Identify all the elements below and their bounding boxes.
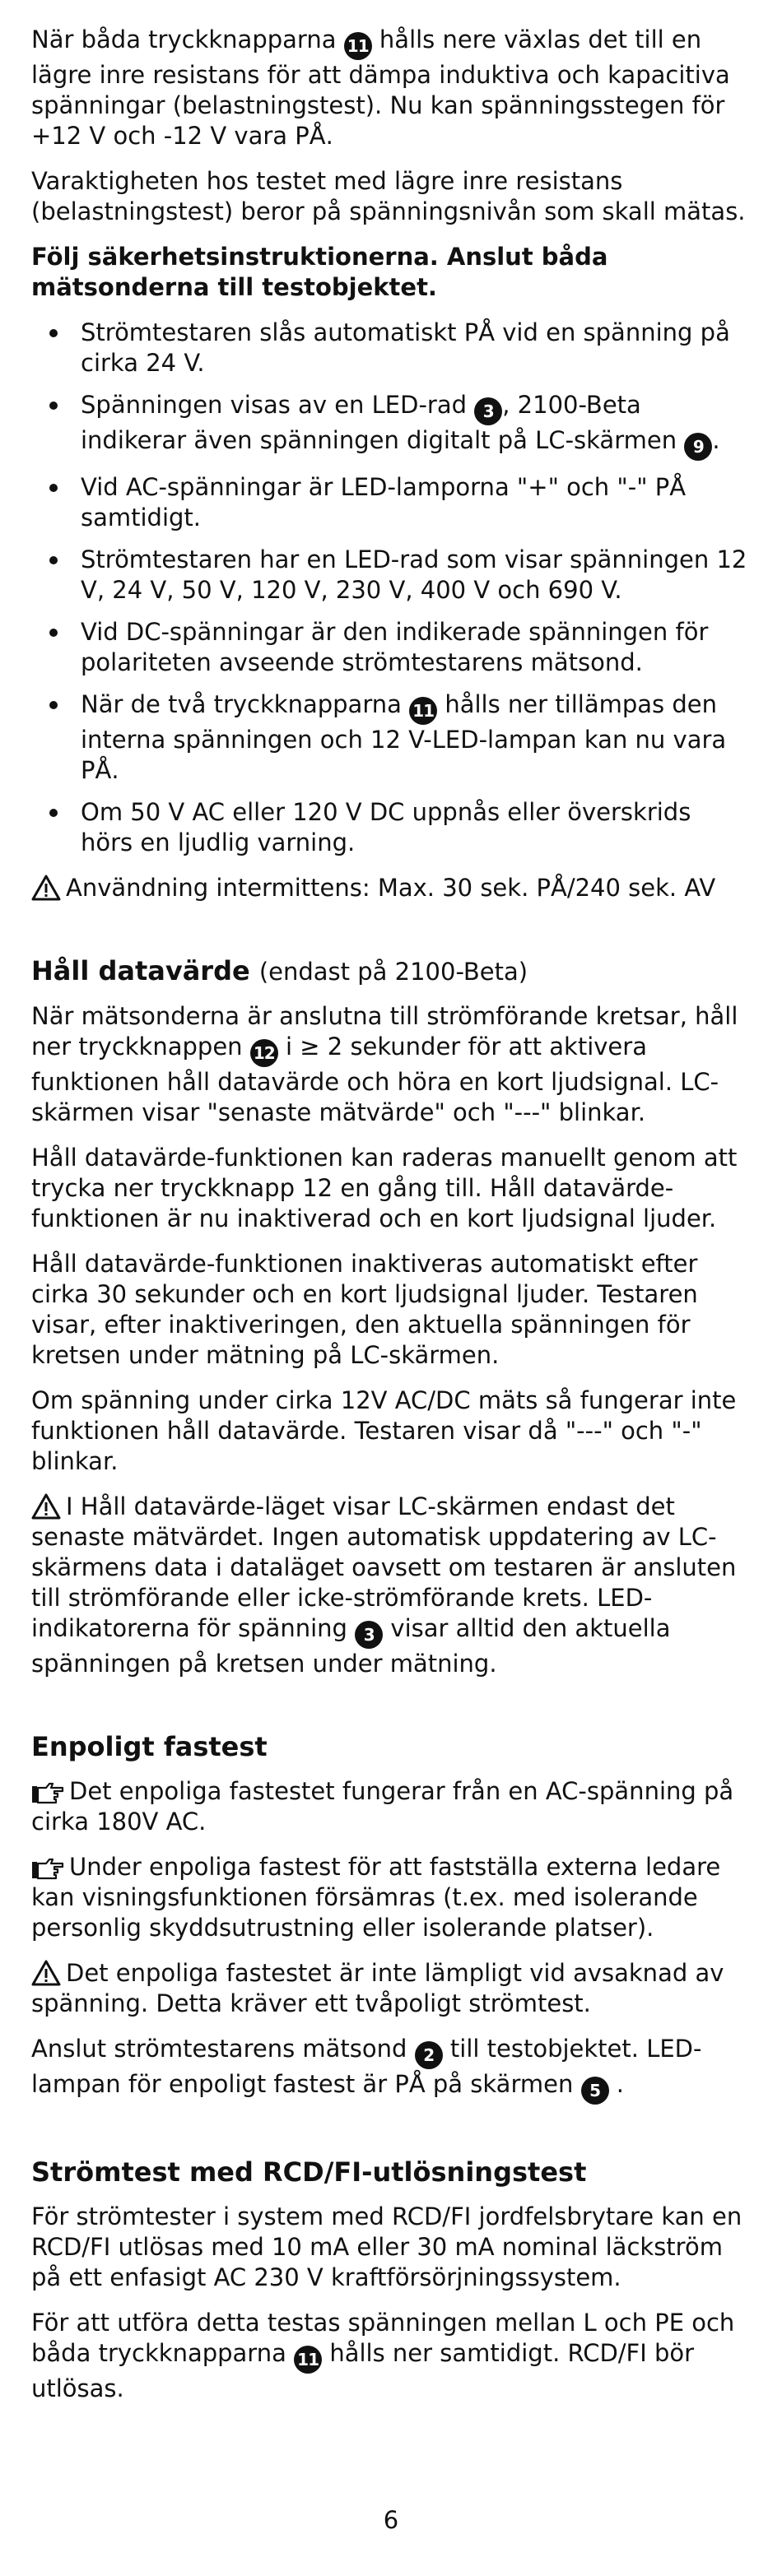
manual-page xyxy=(31,25,747,2419)
list-item: Strömtestaren har en LED-rad som visar spänningen 12 V, 24 V, 50 V, 120 V, 230 V, 400 V och 690 V. xyxy=(31,545,747,606)
section-hold-data xyxy=(31,954,747,1679)
page-number: 6 xyxy=(383,2506,399,2534)
paragraph-load-test: När båda tryckknapparna 11 hålls nere växlas det till en lägre inre resistans för att dämpa induktiva och kapacitiva spänningar (belastningstest). Nu kan spänningsstegen för +12 V och -12 V vara PÅ. xyxy=(31,26,730,150)
paragraph-intermittent-warning: Användning intermittens: Max. 30 sek. PÅ/240 sek. AV xyxy=(31,873,747,903)
callout-number-icon: 11 xyxy=(344,32,372,60)
section-title: Enpoligt fastest xyxy=(31,1731,268,1762)
paragraph: För strömtester i system med RCD/FI jordfelsbrytare kan en RCD/FI utlösas med 10 mA eller 30 mA nominal läckström på ett enfasigt AC 230 V kraftförsörjningssystem. xyxy=(31,2202,742,2291)
section-single-pole xyxy=(31,1730,747,2105)
section-title: Strömtest med RCD/FI-utlösningstest xyxy=(31,2156,587,2188)
paragraph-note: Under enpoliga fastest för att fastställa externa ledare kan visningsfunktionen försämras (t.ex. med isolerande personlig skyddsutrustning eller isolerande platser). xyxy=(31,1853,721,1942)
pointing-hand-icon xyxy=(31,1781,64,1804)
paragraph: För att utföra detta testas spänningen mellan L och PE och båda tryckknapparna 11 hålls ner samtidigt. RCD/FI bör utlösas. xyxy=(31,2309,735,2402)
list-item: Strömtestaren slås automatiskt PÅ vid en spänning på cirka 24 V. xyxy=(31,318,747,378)
pointing-hand-icon xyxy=(31,1857,64,1880)
section-rcd-test xyxy=(31,2156,747,2404)
list-item: Vid AC-spänningar är LED-lamporna "+" och "-" PÅ samtidigt. xyxy=(31,472,747,533)
list-item: Vid DC-spänningar är den indikerade spänningen för polariteten avseende strömtestarens mätsond. xyxy=(31,617,747,678)
callout-number-icon: 3 xyxy=(355,1621,383,1649)
section-title: Håll datavärde (endast på 2100-Beta) xyxy=(31,955,528,986)
paragraph-hold-warning: I Håll datavärde-läget visar LC-skärmen endast det senaste mätvärdet. Ingen automatisk uppdatering av LC-skärmens data i dataläget oavsett om testaren är ansluten till strömförande eller icke-strömförande krets. LED-indikatorerna för spänning 3 visar alltid den aktuella spänningen på kretsen under mätning. xyxy=(31,1492,737,1678)
callout-number-icon: 12 xyxy=(250,1039,278,1067)
paragraph: När mätsonderna är anslutna till strömförande kretsar, håll ner tryckknappen 12 i ≥ 2 sekunder för att aktivera funktionen håll datavärde och höra en kort ljudsignal. LC-skärmen visar "senaste mätvärde" och "---" blinkar. xyxy=(31,1002,738,1126)
callout-number-icon: 2 xyxy=(415,2041,443,2069)
paragraph-duration: Varaktigheten hos testet med lägre inre resistans (belastningstest) beror på spänningsnivån som skall mätas. xyxy=(31,167,746,225)
callout-number-icon: 3 xyxy=(474,397,502,425)
warning-icon xyxy=(31,1493,61,1520)
paragraph: Håll datavärde-funktionen kan raderas manuellt genom att trycka ner tryckknapp 12 en gång till. Håll datavärde-funktionen är nu inaktiverad och en kort ljudsignal ljuder. xyxy=(31,1144,738,1232)
list-item: Spänningen visas av en LED-rad 3 , 2100-Beta indikerar även spänningen digitalt på LC-skärmen 9 . xyxy=(31,390,747,461)
warning-icon xyxy=(31,875,61,901)
callout-number-icon: 11 xyxy=(409,697,437,725)
paragraph: Håll datavärde-funktionen inaktiveras automatiskt efter cirka 30 sekunder och en kort ljudsignal ljuder. Testaren visar, efter inaktiveringen, den aktuella spänningen för kretsen under mätning på LC-skärmen. xyxy=(31,1250,698,1369)
warning-icon xyxy=(31,1960,61,1986)
callout-number-icon: 11 xyxy=(294,2346,322,2374)
list-item: Om 50 V AC eller 120 V DC uppnås eller överskrids hörs en ljudlig varning. xyxy=(31,797,747,858)
callout-number-icon: 5 xyxy=(581,2077,609,2105)
feature-list xyxy=(31,318,747,858)
paragraph-note: Det enpoliga fastestet fungerar från en AC-spänning på cirka 180V AC. xyxy=(31,1777,734,1836)
paragraph-safety: Följ säkerhetsinstruktionerna. Anslut båda mätsonderna till testobjektet. xyxy=(31,243,608,301)
paragraph: Om spänning under cirka 12V AC/DC mäts så fungerar inte funktionen håll datavärde. Testaren visar då "---" och "-" blinkar. xyxy=(31,1386,737,1475)
list-item: När de två tryckknapparna 11 hålls ner tillämpas den interna spänningen och 12 V-LED-lampan kan nu vara PÅ. xyxy=(31,689,747,786)
paragraph: Anslut strömtestarens mätsond 2 till testobjektet. LED-lampan för enpoligt fastest är PÅ på skärmen 5 . xyxy=(31,2034,747,2105)
callout-number-icon: 9 xyxy=(684,433,712,461)
paragraph-single-warning: Det enpoliga fastestet är inte lämpligt vid avsaknad av spänning. Detta kräver ett tvåpoligt strömtest. xyxy=(31,1959,724,2017)
